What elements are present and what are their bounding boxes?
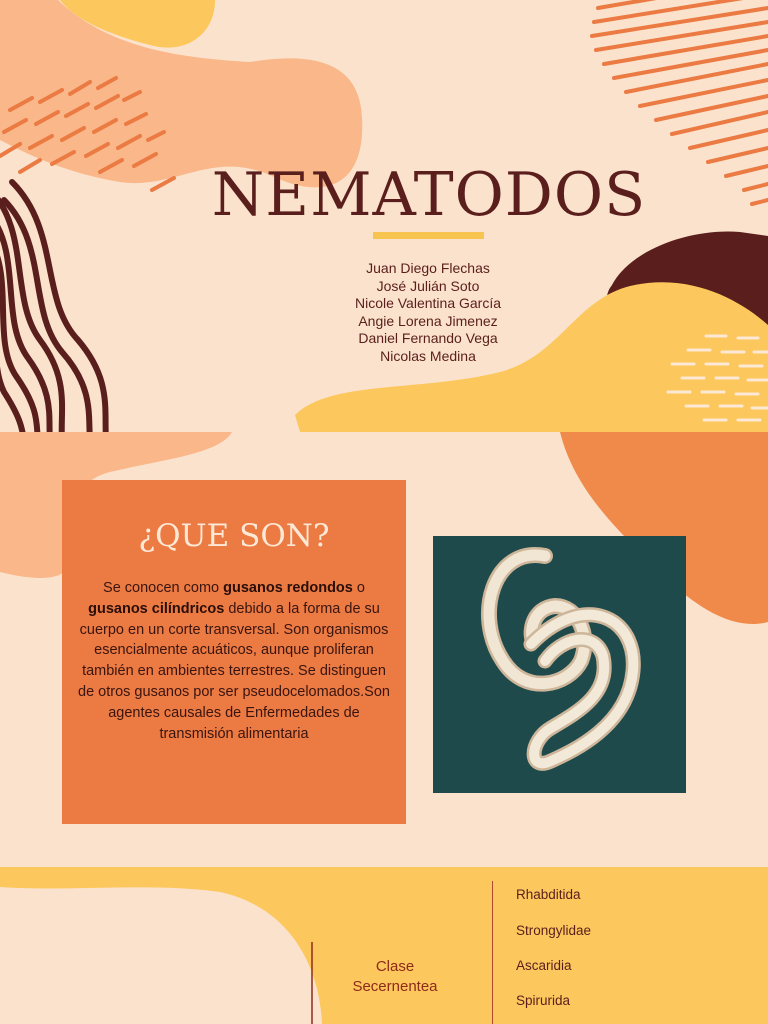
title-underline bbox=[373, 232, 484, 239]
author-name: Nicolas Medina bbox=[380, 347, 476, 364]
order-item: Strongylidae bbox=[516, 923, 592, 938]
author-name: Nicole Valentina García bbox=[354, 295, 502, 312]
order-item: Spirurida bbox=[516, 993, 571, 1008]
definition-connector: o bbox=[352, 580, 365, 596]
definition-card bbox=[62, 480, 406, 824]
class-name: Secernentea bbox=[352, 978, 438, 995]
definition-intro: Se conocen como bbox=[103, 580, 224, 596]
bracket-divider bbox=[492, 881, 493, 1024]
author-name: Daniel Fernando Vega bbox=[358, 330, 498, 347]
peach-wave-blob bbox=[0, 887, 322, 1024]
roundworm-image bbox=[433, 536, 686, 793]
author-list bbox=[328, 260, 528, 366]
section-heading: ¿QUE SON? bbox=[138, 518, 330, 554]
decorative-shapes bbox=[0, 867, 768, 1024]
author-name: Angie Lorena Jimenez bbox=[358, 312, 498, 329]
class-label-line: Clase bbox=[375, 958, 415, 975]
bold-term: gusanos cilíndricos bbox=[88, 600, 225, 617]
definition-text bbox=[76, 578, 392, 744]
definition-rest: debido a la forma de su cuerpo en un corte transversal. Son organismos esencialmente acuáticos, aunque proliferan también en ambientes terrestres. Se distinguen de otros gusanos por ser pseudocelomados.Son agentes causales de Enfermedades de transmisión alimentaria bbox=[78, 600, 390, 742]
bold-term: gusanos redondos bbox=[223, 580, 353, 596]
nematode-photo bbox=[433, 536, 686, 793]
order-item: Ascaridia bbox=[516, 958, 572, 973]
author-name: José Julián Soto bbox=[376, 277, 480, 294]
class-label bbox=[330, 957, 460, 997]
author-name: Juan Diego Flechas bbox=[366, 260, 490, 276]
presentation-title: NEMATODOS bbox=[211, 160, 647, 230]
definition-slide bbox=[0, 432, 768, 867]
title-slide bbox=[0, 0, 768, 432]
classification-slide bbox=[0, 867, 768, 1024]
order-item: Rhabditida bbox=[516, 887, 581, 902]
